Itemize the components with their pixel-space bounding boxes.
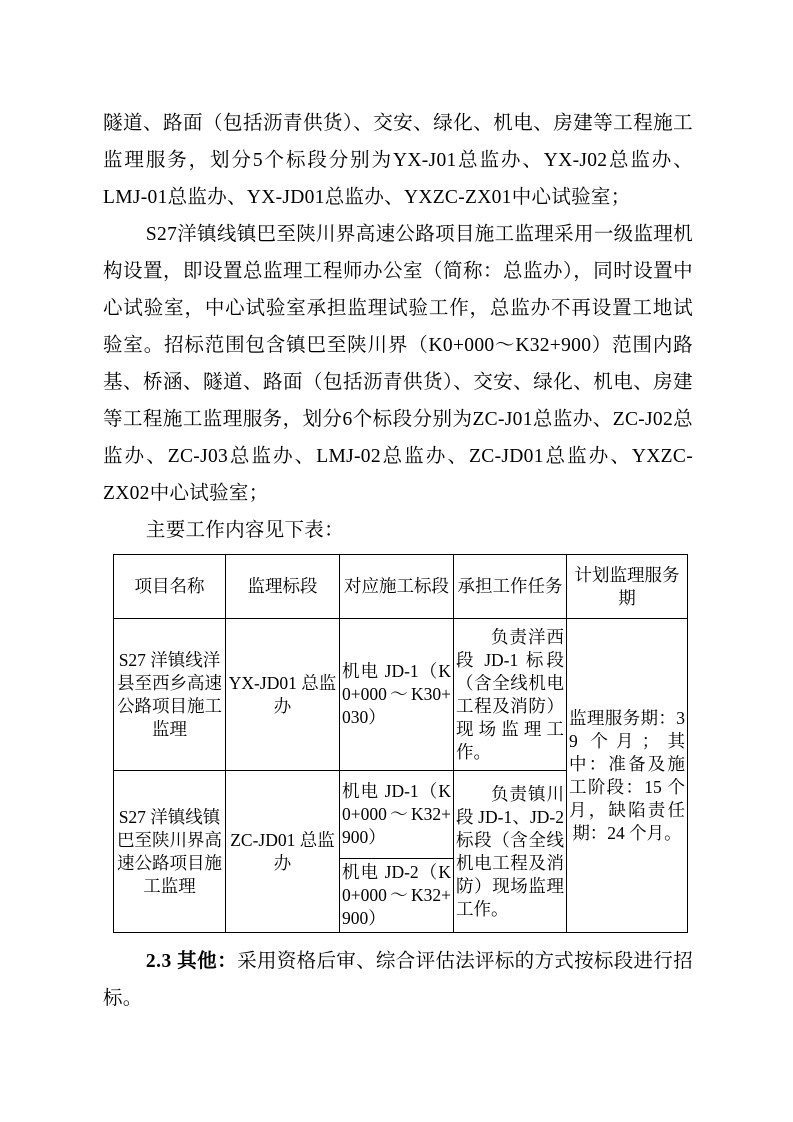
paragraph-project-overview: S27洋镇线镇巴至陕川界高速公路项目施工监理采用一级监理机构设置，即设置总监理工程师办公室（简称：总监办），同时设置中心试验室，中心试验室承担监理试验工作，总监办不再设置工地试验室。招标范围包含镇巴至陕川界（K0+000～K32+900）范围内路基、桥涵、隧道、路面（包括沥青供货）、交安、绿化、机电、房建等工程施工监理服务，划分6个标段分别为ZC-J01总监办、ZC-J02总监办、ZC-J03总监办、LMJ-02总监办、ZC-JD01总监办、YXZC-ZX02中心试验室； — [103, 224, 693, 504]
col-header-construction-section: 对应施工标段 — [340, 555, 454, 619]
cell-service-period: 监理服务期：39 个月；其中：准备及施工阶段：15 个月，缺陷责任期：24 个月。 — [567, 619, 688, 933]
cell-yx-project-name: S27 洋镇线洋县至西乡高速公路项目施工监理 — [114, 619, 226, 771]
paragraph-continuation: 隧道、路面（包括沥青供货）、交安、绿化、机电、房建等工程施工监理服务，划分5个标段分别为YX-J01总监办、YX-J02总监办、LMJ-01总监办、YX-JD01总监办、YXZC-ZX01中心试验室； — [103, 113, 693, 208]
col-header-service-period: 计划监理服务期 — [567, 555, 688, 619]
paragraph-other-clause — [103, 943, 693, 1017]
cell-zc-supervision-section: ZC-JD01 总监办 — [226, 771, 340, 933]
col-header-project-name: 项目名称 — [114, 555, 226, 619]
table-header-row — [114, 555, 688, 619]
cell-zc-construction-section-jd2: 机电 JD-2（K0+000～K32+900） — [340, 859, 454, 933]
col-header-supervision-section: 监理标段 — [226, 555, 340, 619]
cell-yx-supervision-section: YX-JD01 总监办 — [226, 619, 340, 771]
col-header-work-task: 承担工作任务 — [454, 555, 567, 619]
clause-text: 采用资格后审、综合评估法评标的方式按标段进行招标。 — [103, 951, 693, 1009]
work-content-table — [113, 554, 688, 933]
cell-zc-work-task: 负责镇川段 JD-1、JD-2 标段（含全线机电工程及消防）现场监理工作。 — [454, 771, 567, 933]
clause-number-label: 2.3 其他： — [145, 951, 238, 972]
cell-yx-construction-section: 机电 JD-1（K0+000～K30+030） — [340, 619, 454, 771]
cell-yx-work-task: 负责洋西段 JD-1 标段（含全线机电工程及消防）现场监理工作。 — [454, 619, 567, 771]
table-row-yx — [114, 619, 688, 771]
cell-zc-project-name: S27 洋镇线镇巴至陕川界高速公路项目施工监理 — [114, 771, 226, 933]
cell-zc-construction-section-jd1: 机电 JD-1（K0+000～K32+900） — [340, 771, 454, 859]
paragraph-table-intro: 主要工作内容见下表： — [145, 520, 344, 541]
